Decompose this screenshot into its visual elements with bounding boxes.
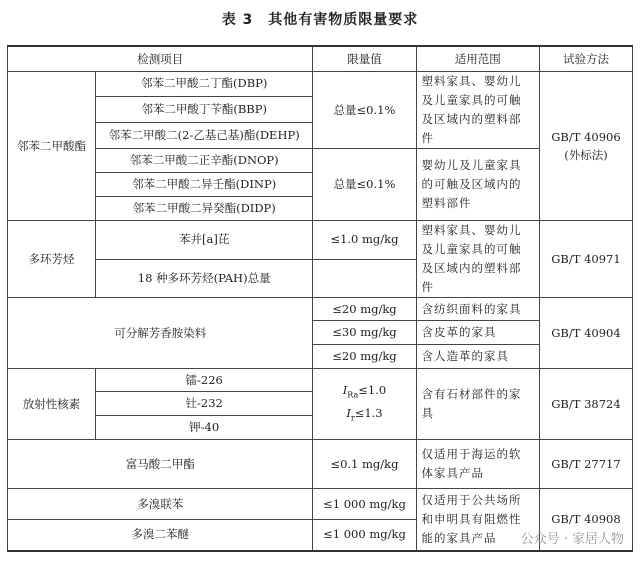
watermark: 公众号 · 家居人物	[520, 532, 624, 547]
limit-cell	[313, 369, 416, 440]
scope-cell: 含人造革的家具	[416, 345, 539, 369]
table-row	[8, 149, 633, 173]
limit-cell: ≤1.0 mg/kg	[313, 221, 416, 260]
scope-cell: 含皮革的家具	[416, 321, 539, 345]
category-pbb: 多溴联苯	[8, 489, 313, 520]
item-cell: 邻苯二甲酸二(2-乙基己基)酯(DEHP)	[95, 122, 312, 148]
method-cell: GB/T 40906 (外标法)	[539, 72, 632, 221]
radio-limit-ra: $I_{Ra}\le 1.0$	[342, 382, 387, 399]
limit-cell: 总量≤0.1%	[313, 72, 416, 149]
category-phthalates: 邻苯二甲酸酯	[8, 72, 96, 221]
table-title: 表 3 其他有害物质限量要求	[221, 12, 419, 28]
item-cell: 邻苯二甲酸二异壬酯(DINP)	[95, 173, 312, 197]
method-cell: GB/T 40904	[539, 298, 632, 369]
item-cell: 钾-40	[95, 416, 312, 440]
radio-limit-r: $I_r\le 1.3$	[346, 406, 383, 423]
item-cell: 镭-226	[95, 369, 312, 392]
category-radio: 放射性核素	[8, 369, 96, 440]
scope-cell: 仅适用于公共场所和申明具有阻燃性能的家具产品	[416, 489, 539, 551]
scope-cell: 含有石材部件的家具	[416, 369, 539, 440]
category-azo: 可分解芳香胺染料	[8, 298, 313, 369]
limit-cell: ≤30 mg/kg	[313, 321, 416, 345]
limit-cell: 总量≤0.1%	[313, 149, 416, 221]
header-item: 检测项目	[8, 46, 313, 72]
header-row	[8, 46, 633, 72]
method-cell: GB/T 27717	[539, 440, 632, 489]
table-row	[8, 72, 633, 97]
limits-table	[7, 45, 633, 552]
item-cell: 钍-232	[95, 392, 312, 416]
table-row	[8, 369, 633, 392]
limit-cell: ≤0.1 mg/kg	[313, 440, 416, 489]
scope-cell: 婴幼儿及儿童家具的可触及区域内的塑料部件	[416, 149, 539, 221]
category-pbde: 多溴二苯醚	[8, 520, 313, 551]
item-cell: 邻苯二甲酸二异癸酯(DIDP)	[95, 197, 312, 221]
limit-cell: ≤1 000 mg/kg	[313, 520, 416, 551]
item-cell: 苯并[a]芘	[95, 221, 312, 260]
limit-cell: ≤20 mg/kg	[313, 298, 416, 321]
scope-cell: 塑料家具、婴幼儿及儿童家具的可触及区域内的塑料部件	[416, 72, 539, 149]
limit-cell: ≤20 mg/kg	[313, 345, 416, 369]
limit-cell: ≤1 000 mg/kg	[313, 489, 416, 520]
header-scope: 适用范围	[416, 46, 539, 72]
item-cell: 18 种多环芳烃(PAH)总量	[95, 259, 312, 298]
table-row	[8, 221, 633, 260]
item-cell: 邻苯二甲酸丁苄酯(BBP)	[95, 96, 312, 122]
method-cell: GB/T 40908	[539, 489, 632, 551]
scope-cell: 塑料家具、婴幼儿及儿童家具的可触及区域内的塑料部件	[416, 221, 539, 298]
table-row	[8, 440, 633, 489]
table-row	[8, 298, 633, 321]
category-fumarate: 富马酸二甲酯	[8, 440, 313, 489]
method-cell: GB/T 40971	[539, 221, 632, 298]
item-cell: 邻苯二甲酸二正辛酯(DNOP)	[95, 149, 312, 173]
scope-cell: 含纺织面料的家具	[416, 298, 539, 321]
table-row	[8, 489, 633, 520]
category-pah: 多环芳烃	[8, 221, 96, 298]
item-cell: 邻苯二甲酸二丁酯(DBP)	[95, 72, 312, 97]
method-cell: GB/T 38724	[539, 369, 632, 440]
header-limit: 限量值	[313, 46, 416, 72]
scope-cell: 仅适用于海运的软体家具产品	[416, 440, 539, 489]
header-method: 试验方法	[539, 46, 632, 72]
